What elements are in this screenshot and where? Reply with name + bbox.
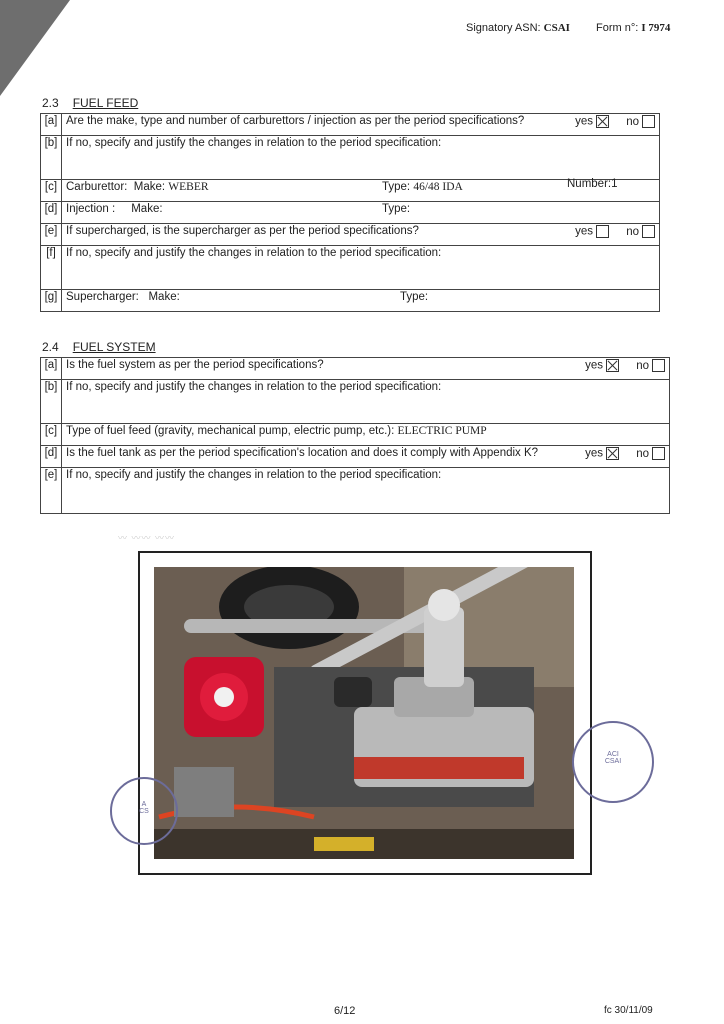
fuel-system-row-c: [c] Type of fuel feed (gravity, mechanical pump, electric pump, etc.): ELECTRIC PUMP (41, 424, 670, 446)
yes-checkbox[interactable] (596, 115, 609, 128)
faded-handwriting: 〰 〰〰 〰〰 (118, 533, 176, 543)
fuel-feed-row-g: [g] Supercharger: Make: Type: (41, 290, 660, 312)
supercharger-changes-field[interactable]: If no, specify and justify the changes in relation to the period specification: (62, 246, 660, 290)
section-title-fuel-system: 2.4 FUEL SYSTEM (42, 340, 156, 354)
yes-checkbox[interactable] (606, 447, 619, 460)
fuel-feed-row-b: [b] If no, specify and justify the changes in relation to the period specification: (41, 136, 660, 180)
carburettor-make-value[interactable]: WEBER (168, 181, 209, 193)
fuel-feed-row-c: [c] Carburettor: Make: WEBER Type: 46/48 IDA Number:1 (41, 180, 660, 202)
section-title-fuel-feed: 2.3 FUEL FEED (42, 96, 139, 110)
official-stamp-right: ACI CSAI (572, 721, 654, 803)
photo-frame (138, 551, 622, 875)
no-checkbox[interactable] (652, 359, 665, 372)
fuel-feed-table (40, 113, 660, 312)
fuel-feed-row-e: [e] If supercharged, is the supercharger as per the period specifications? yes no (41, 224, 660, 246)
scan-corner-shadow (0, 0, 70, 96)
fuel-tank-changes-field[interactable]: If no, specify and justify the changes in relation to the period specification: (62, 468, 670, 514)
changes-justification-field[interactable]: If no, specify and justify the changes in relation to the period specification: (62, 136, 660, 180)
no-checkbox[interactable] (642, 225, 655, 238)
fuel-feed-row-f: [f] If no, specify and justify the changes in relation to the period specification: (41, 246, 660, 290)
fuel-system-changes-field[interactable]: If no, specify and justify the changes in relation to the period specification: (62, 380, 670, 424)
official-stamp-left: A CS (110, 777, 178, 845)
fuel-feed-type-value[interactable]: ELECTRIC PUMP (397, 425, 487, 437)
yes-checkbox[interactable] (606, 359, 619, 372)
no-checkbox[interactable] (652, 447, 665, 460)
yes-checkbox[interactable] (596, 225, 609, 238)
engine-illustration (154, 567, 574, 859)
fuel-system-row-d: [d] Is the fuel tank as per the period specification's location and does it comply with Appendix K? yes no (41, 446, 670, 468)
engine-photo (154, 567, 574, 859)
fuel-feed-row-a: [a] Are the make, type and number of carburettors / injection as per the period specifications? yes no (41, 114, 660, 136)
carburettor-type-value[interactable]: 46/48 IDA (413, 181, 463, 193)
fuel-system-row-b: [b] If no, specify and justify the changes in relation to the period specification: (41, 380, 670, 424)
fuel-system-row-a: [a] Is the fuel system as per the period specifications? yes no (41, 358, 670, 380)
form-code: fc 30/11/09 (604, 1005, 653, 1016)
page-number: 6/12 (334, 1005, 356, 1017)
form-number: Form n°: I 7974 (596, 22, 671, 34)
carburettor-number-value[interactable]: 1 (611, 178, 618, 190)
no-checkbox[interactable] (642, 115, 655, 128)
fuel-system-table (40, 357, 670, 514)
fuel-feed-row-d: [d] Injection : Make: Type: (41, 202, 660, 224)
fuel-system-row-e: [e] If no, specify and justify the changes in relation to the period specification: (41, 468, 670, 514)
signatory-asn: Signatory ASN: CSAI (466, 22, 570, 34)
